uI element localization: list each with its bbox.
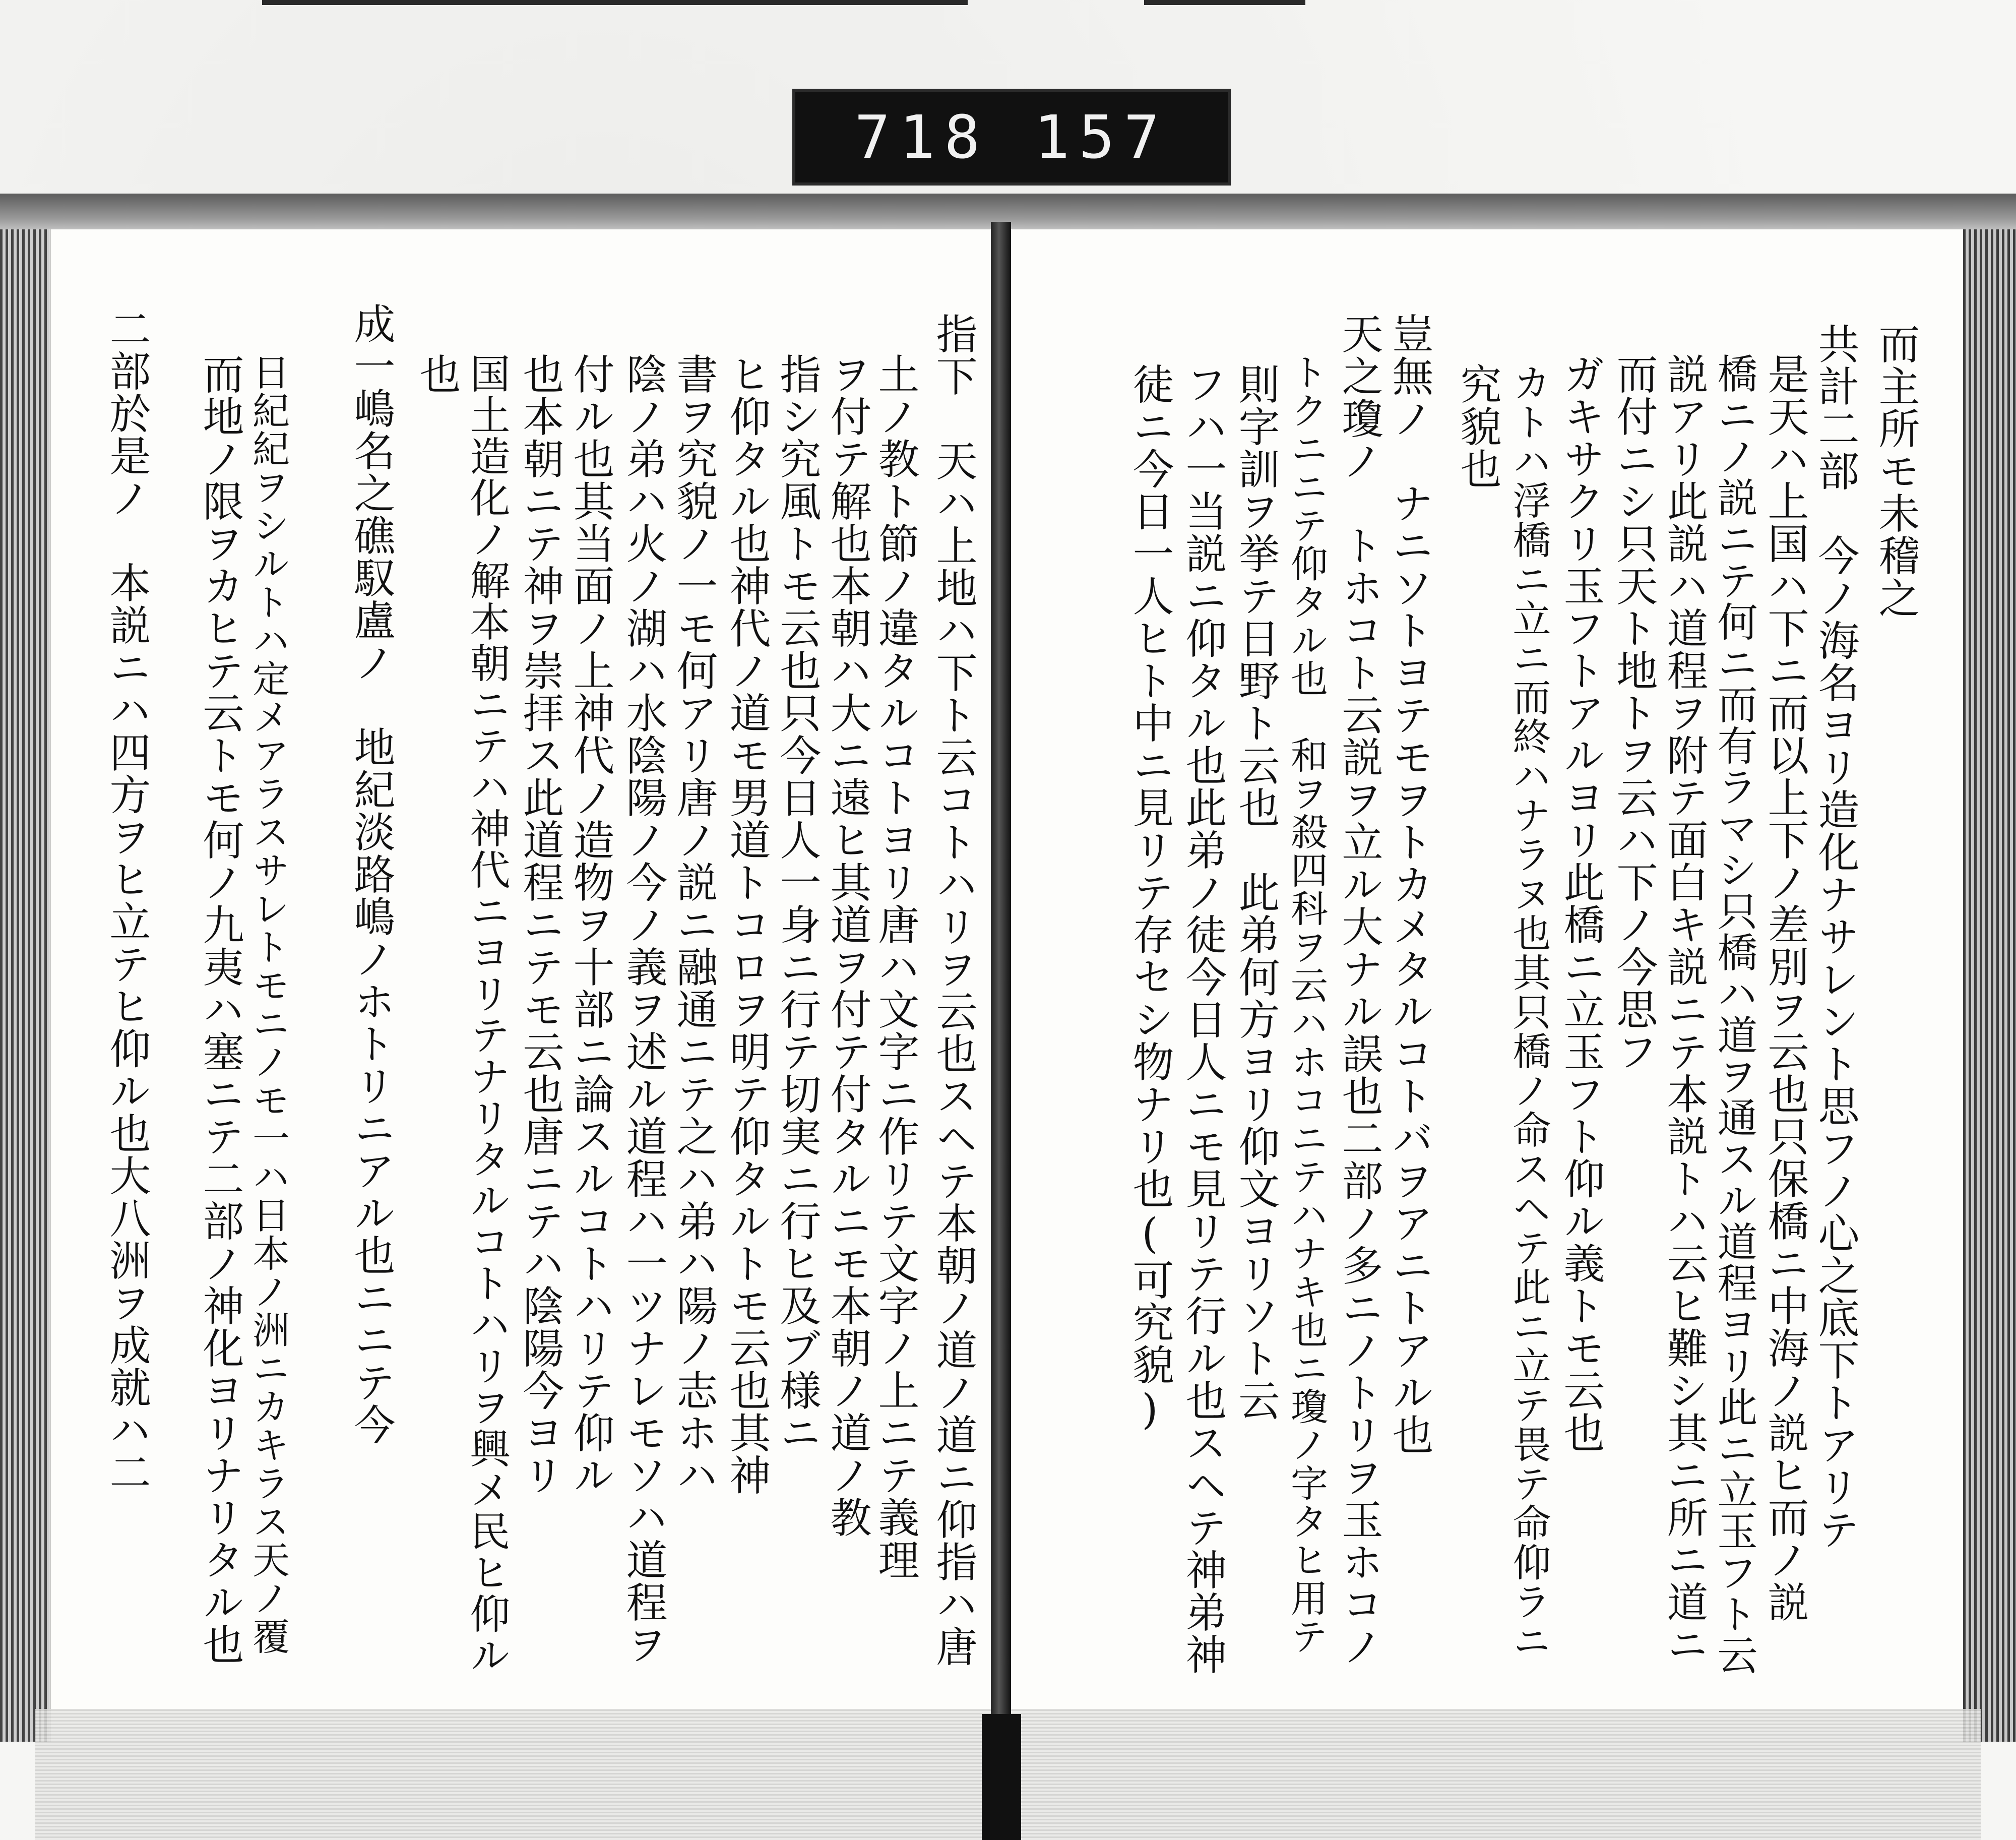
text-column: ガキサクリ玉フトアルヨリ此橋ニ立玉フト仰ル義トモ云也	[1557, 353, 1605, 1454]
text-column: フハ一当説ニ仰タル也此弟ノ徒今日人ニモ見リテ行ル也スヘテ神弟神	[1179, 363, 1227, 1676]
text-column: ヲ付テ解也本朝ハ大ニ遠ヒ其道ヲ付テ付タルニモ本朝ノ道ノ教	[824, 353, 871, 1539]
text-column: ヒ仰タル也神代ノ道モ男道トコロヲ明テ仰タルトモ云也其神	[723, 353, 771, 1496]
text-column: 成一嶋名之礁馭盧ノ 地紀淡路嶋ノホトリニアル也ニニテ今	[347, 302, 395, 1446]
book-gutter-shadow	[982, 1714, 1021, 1840]
text-column: 共計二部 今ノ海名ヨリ造化ナサレント思フノ心之底下トアリテ	[1811, 323, 1859, 1551]
call-number-text: 718 157	[854, 102, 1169, 172]
text-column: 也	[413, 353, 461, 395]
text-column: 書ヲ究貌ノ一モ何アリ唐ノ説ニ融通ニテ之ハ弟ハ陽ノ志ホハ	[670, 353, 718, 1496]
text-column: 究貌也	[1454, 363, 1501, 490]
scan-edge-mark	[1144, 0, 1305, 5]
text-column: 土ノ教ト節ノ違タルコトヨリ唐ハ文字ニ作リテ文字ノ上ニテ義理	[871, 353, 919, 1581]
text-column: 二部於是ノ 本説ニハ四方ヲヒ立テヒ仰ル也大八洲ヲ成就ハ二	[103, 308, 151, 1493]
call-number-label	[792, 89, 1231, 186]
text-column: 而付ニシ只天ト地トヲ云ハ下ノ今思フ	[1610, 353, 1658, 1073]
text-column: 指下 天ハ上地ハ下ト云コトハリヲ云也スヘテ本朝ノ道ノ道ニ仰指ハ唐	[929, 313, 977, 1668]
text-column: 国土造化ノ解本朝ニテハ神代ニヨリテナリタルコトハリヲ興メ民ヒ仰ル	[463, 353, 510, 1676]
text-column: 日紀紀ヲシルトハ定メアラスサレトモニノモ一ハ日本ノ洲ニカキラス天ノ覆	[246, 353, 290, 1655]
text-column: 付ル也其当面ノ上神代ノ造物ヲ十部ニ論スルコトハリテ仰ル	[566, 353, 614, 1496]
book-gutter	[991, 222, 1011, 1840]
scan-edge-mark	[262, 0, 968, 5]
text-column: 而主所モ未稽之	[1872, 323, 1920, 619]
text-column: 指シ究風トモ云也只今日人一身ニ行テ切実ニ行ヒ及ブ様ニ	[773, 353, 821, 1454]
text-column: カトハ浮橋ニ立ニ而終ハナラヌ也其只橋ノ命スヘテ此ニ立テ畏テ命仰ラニ	[1506, 363, 1551, 1661]
text-column: 説アリ此説ハ道程ヲ附テ面白キ説ニテ本説トハ云ヒ難シ其ニ所ニ道ニ	[1660, 353, 1708, 1666]
text-column: 也本朝ニテ神ヲ崇拝ス此道程ニテモ云也唐ニテハ陰陽今ヨリ	[516, 353, 564, 1496]
text-column: 豈無ノ ナニソトヨテモヲトカメタルコトバヲアニトアル也	[1385, 313, 1433, 1456]
text-column: 是天ハ上国ハ下ニ而以上下ノ差別ヲ云也只保橋ニ中海ノ説ヒ而ノ説	[1761, 353, 1809, 1623]
text-column: 則字訓ヲ挙テ日野ト云也 此弟何方ヨリ仰文ヨリソト云	[1232, 363, 1280, 1422]
text-column: 徒ニ今日一人ヒト中ニ見リテ存セシ物ナリ也(可究貌)	[1126, 363, 1174, 1435]
book-fore-edge-right	[1963, 229, 2016, 1742]
text-column: 而地ノ限ヲカヒテ云トモ何ノ九夷ハ塞ニテ二部ノ神化ヨリナリタル也	[196, 353, 244, 1666]
text-column: 陰ノ弟ハ火ノ湖ハ水陰陽ノ今ノ義ヲ述ル道程ハ一ツナレモソハ道程ヲ	[619, 353, 667, 1666]
text-column: 天之瓊ノ トホコト云説ヲ立ル大ナル誤也二部ノ多ニノトリヲ玉ホコノ	[1335, 313, 1383, 1668]
text-column: トクニニテ仰タル也 和ヲ殺四科ヲ云ハホコニテハナキ也ニ瓊ノ字タヒ用テ	[1285, 353, 1328, 1655]
text-column: 橋ニノ説ニテ何ニ而有ラマシ只橋ハ道ヲ通スル道程ヨリ此ニ立玉フト云	[1711, 353, 1757, 1676]
book-fore-edge-left	[0, 229, 50, 1742]
